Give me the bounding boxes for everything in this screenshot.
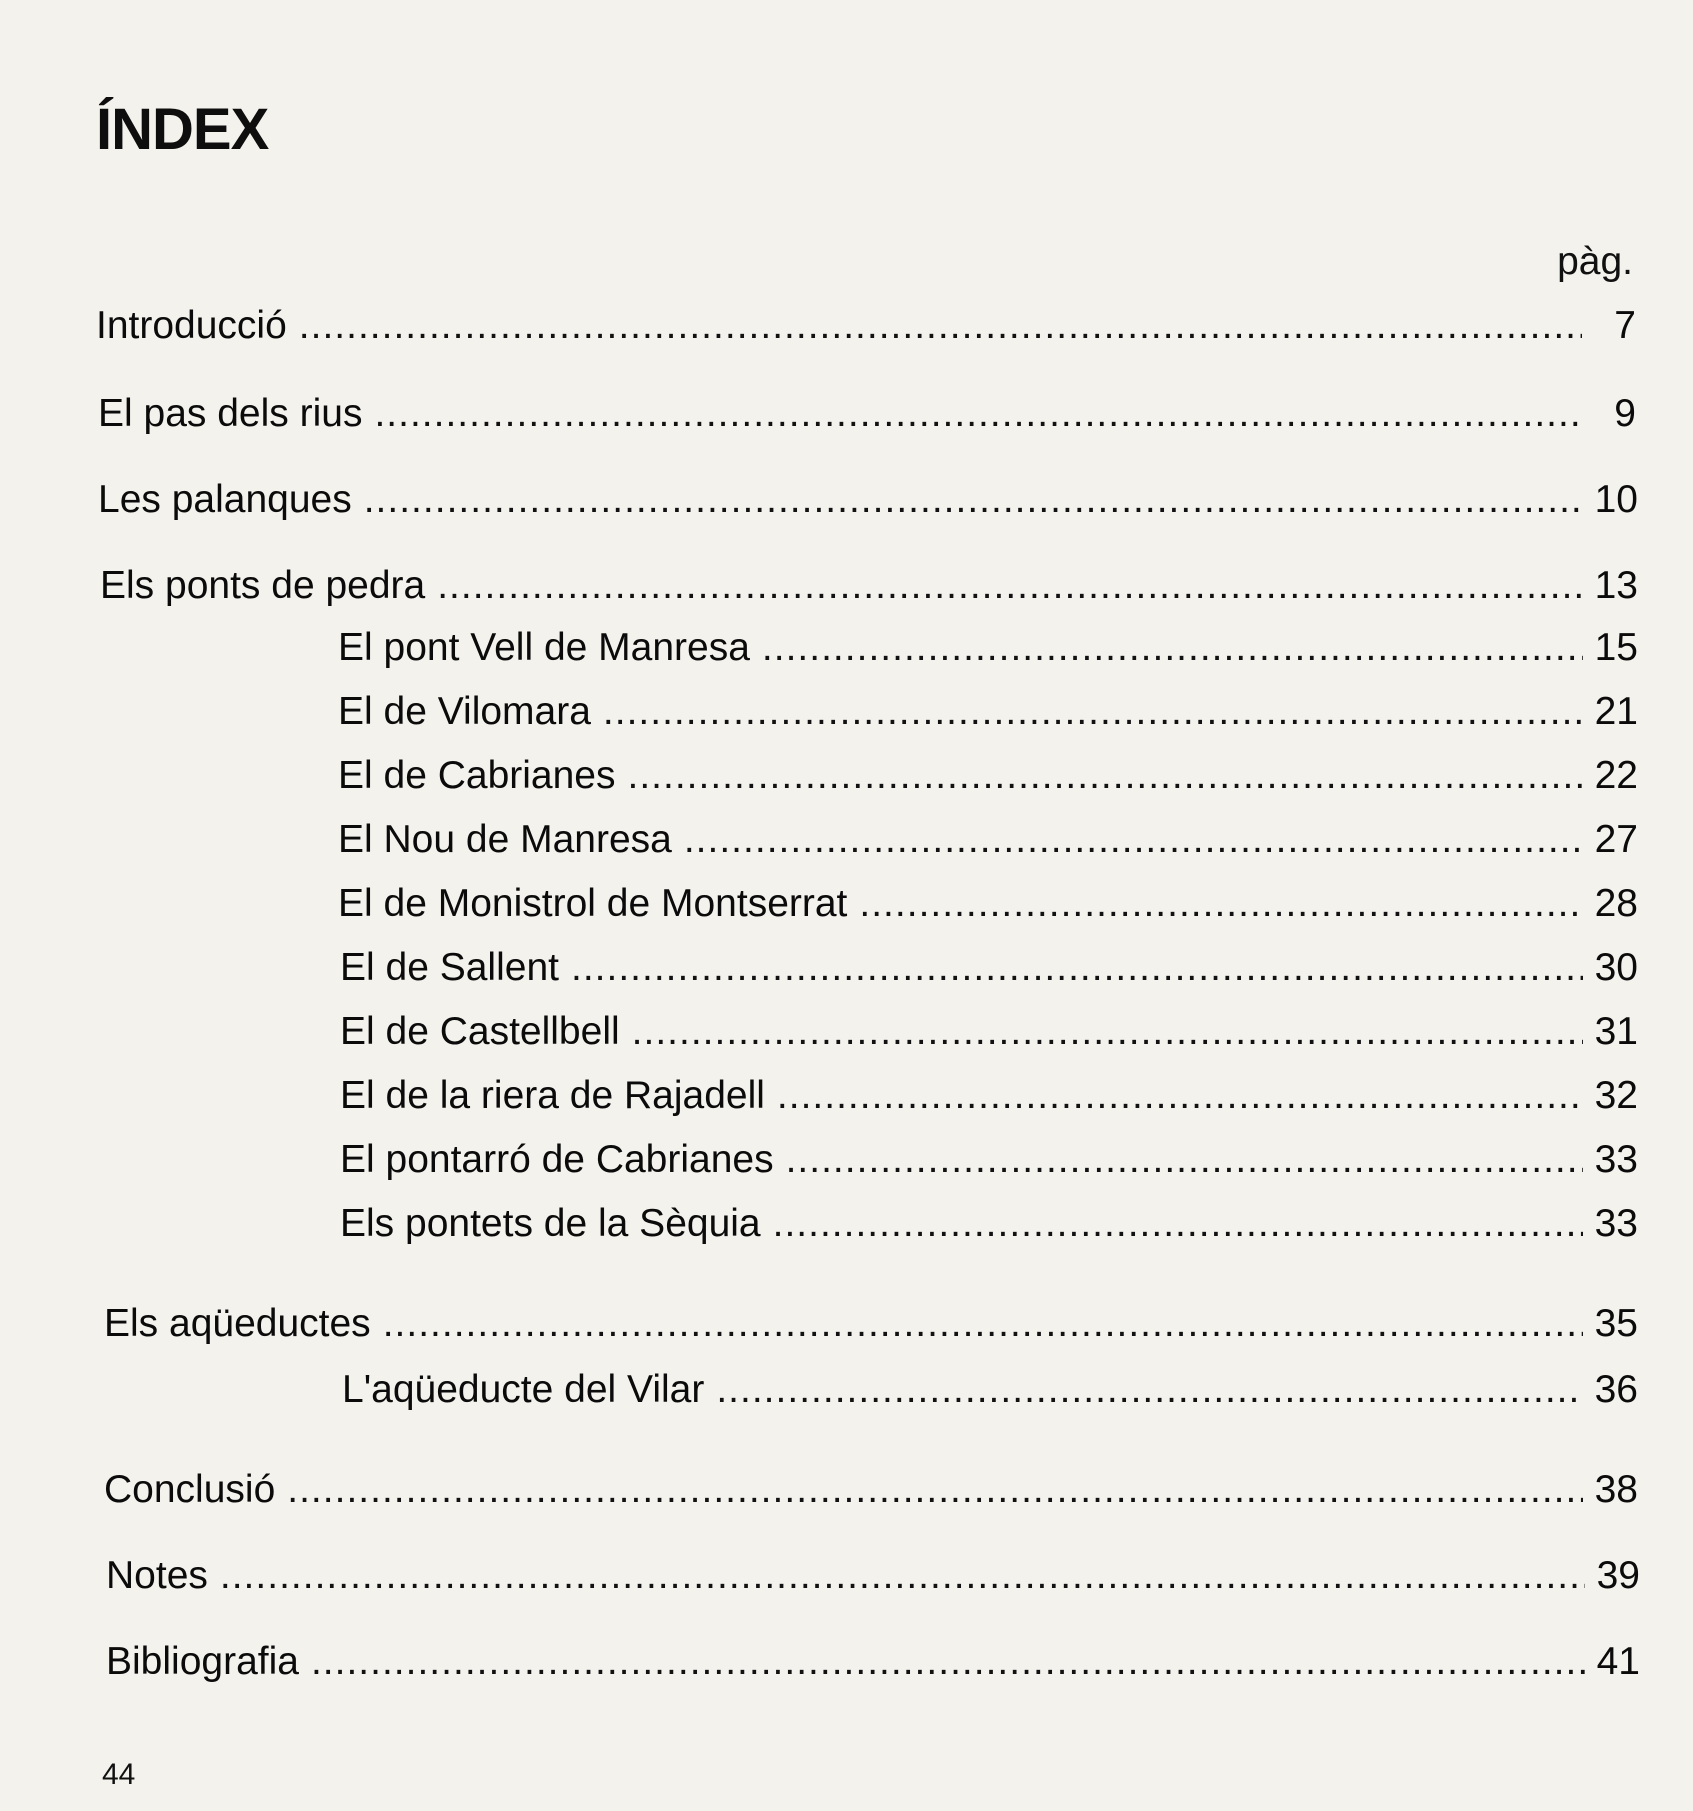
toc-entry-conclusio	[104, 1466, 1638, 1514]
dot-leader	[364, 476, 1583, 524]
toc-entry-page: 10	[1594, 478, 1638, 521]
toc-entry-bibliografia	[106, 1638, 1640, 1686]
dot-leader	[220, 1552, 1585, 1600]
toc-entry-notes	[106, 1552, 1640, 1600]
toc-entry-label: Introducció	[96, 304, 287, 347]
toc-entry-label: El pas dels rius	[98, 392, 363, 435]
toc-entry-page: 36	[1594, 1368, 1638, 1411]
toc-entry-el-pont-vell-de-manresa	[338, 624, 1638, 672]
toc-entry-label: El pontarró de Cabrianes	[340, 1138, 774, 1181]
toc-entry-els-pontets-de-la-sequia	[340, 1200, 1638, 1248]
toc-entry-page: 13	[1594, 564, 1638, 607]
dot-leader	[773, 1200, 1583, 1248]
toc-entry-label: El de Sallent	[340, 946, 559, 989]
dot-leader	[383, 1300, 1583, 1348]
toc-entry-els-aqueductes	[104, 1300, 1638, 1348]
toc-entry-page: 21	[1594, 690, 1638, 733]
toc-entry-el-de-castellbell	[340, 1008, 1638, 1056]
toc-entry-label: El pont Vell de Manresa	[338, 626, 750, 669]
dot-leader	[777, 1072, 1583, 1120]
toc-entry-page: 33	[1594, 1202, 1638, 1245]
toc-entry-el-pontarro-de-cabrianes	[340, 1136, 1638, 1184]
toc-entry-label: Els pontets de la Sèquia	[340, 1202, 761, 1245]
dot-leader	[716, 1366, 1582, 1414]
toc-entry-label: Bibliografia	[106, 1640, 299, 1683]
dot-leader	[374, 390, 1582, 438]
toc-entry-page: 32	[1594, 1074, 1638, 1117]
toc-entry-label: El de Vilomara	[338, 690, 591, 733]
dot-leader	[571, 944, 1583, 992]
dot-leader	[684, 816, 1583, 864]
dot-leader	[437, 562, 1582, 610]
toc-entry-page: 27	[1594, 818, 1638, 861]
toc-entry-label: Les palanques	[98, 478, 352, 521]
toc-entry-el-de-vilomara	[338, 688, 1638, 736]
toc-entry-els-ponts-de-pedra	[100, 562, 1638, 610]
toc-entry-label: El de Monistrol de Montserrat	[338, 882, 848, 925]
toc-entry-page: 33	[1594, 1138, 1638, 1181]
toc-entry-page: 9	[1614, 392, 1636, 435]
footer-page-number: 44	[102, 1758, 136, 1791]
toc-entry-page: 22	[1594, 754, 1638, 797]
toc-entry-el-de-la-riera-de-rajadell	[340, 1072, 1638, 1120]
toc-entry-label: Conclusió	[104, 1468, 276, 1511]
toc-entry-el-de-cabrianes	[338, 752, 1638, 800]
page-title: ÍNDEX	[96, 97, 269, 162]
toc-entry-label: Notes	[106, 1554, 208, 1597]
toc-entry-el-nou-de-manresa	[338, 816, 1638, 864]
toc-entry-el-pas-dels-rius	[98, 390, 1636, 438]
toc-entry-les-palanques	[98, 476, 1638, 524]
dot-leader	[287, 1466, 1582, 1514]
dot-leader	[762, 624, 1583, 672]
toc-entry-page: 38	[1594, 1468, 1638, 1511]
dot-leader	[603, 688, 1583, 736]
toc-entry-label: El de la riera de Rajadell	[340, 1074, 765, 1117]
toc-entry-page: 30	[1594, 946, 1638, 989]
toc-entry-label: Els aqüeductes	[104, 1302, 371, 1345]
toc-entry-el-de-sallent	[340, 944, 1638, 992]
dot-leader	[786, 1136, 1583, 1184]
toc-entry-page: 15	[1594, 626, 1638, 669]
dot-leader	[859, 880, 1582, 928]
dot-leader	[632, 1008, 1583, 1056]
dot-leader	[311, 1638, 1585, 1686]
toc-entry-label: El Nou de Manresa	[338, 818, 672, 861]
toc-entry-label: El de Cabrianes	[338, 754, 616, 797]
toc-entry-label: Els ponts de pedra	[100, 564, 426, 607]
toc-entry-page: 35	[1594, 1302, 1638, 1345]
toc-entry-label: L'aqüeducte del Vilar	[342, 1368, 705, 1411]
toc-entry-introduccio	[96, 302, 1636, 350]
toc-entry-el-de-monistrol-de-montserrat	[338, 880, 1638, 928]
toc-entry-page: 39	[1596, 1554, 1640, 1597]
toc-entry-page: 41	[1596, 1640, 1640, 1683]
dot-leader	[299, 302, 1582, 350]
toc-entry-page: 28	[1594, 882, 1638, 925]
toc-entry-laqueducte-del-vilar	[342, 1366, 1638, 1414]
toc-entry-page: 7	[1614, 304, 1636, 347]
toc-entry-page: 31	[1594, 1010, 1638, 1053]
page-column-header: pàg.	[1557, 240, 1633, 283]
dot-leader	[628, 752, 1583, 800]
toc-entry-label: El de Castellbell	[340, 1010, 620, 1053]
